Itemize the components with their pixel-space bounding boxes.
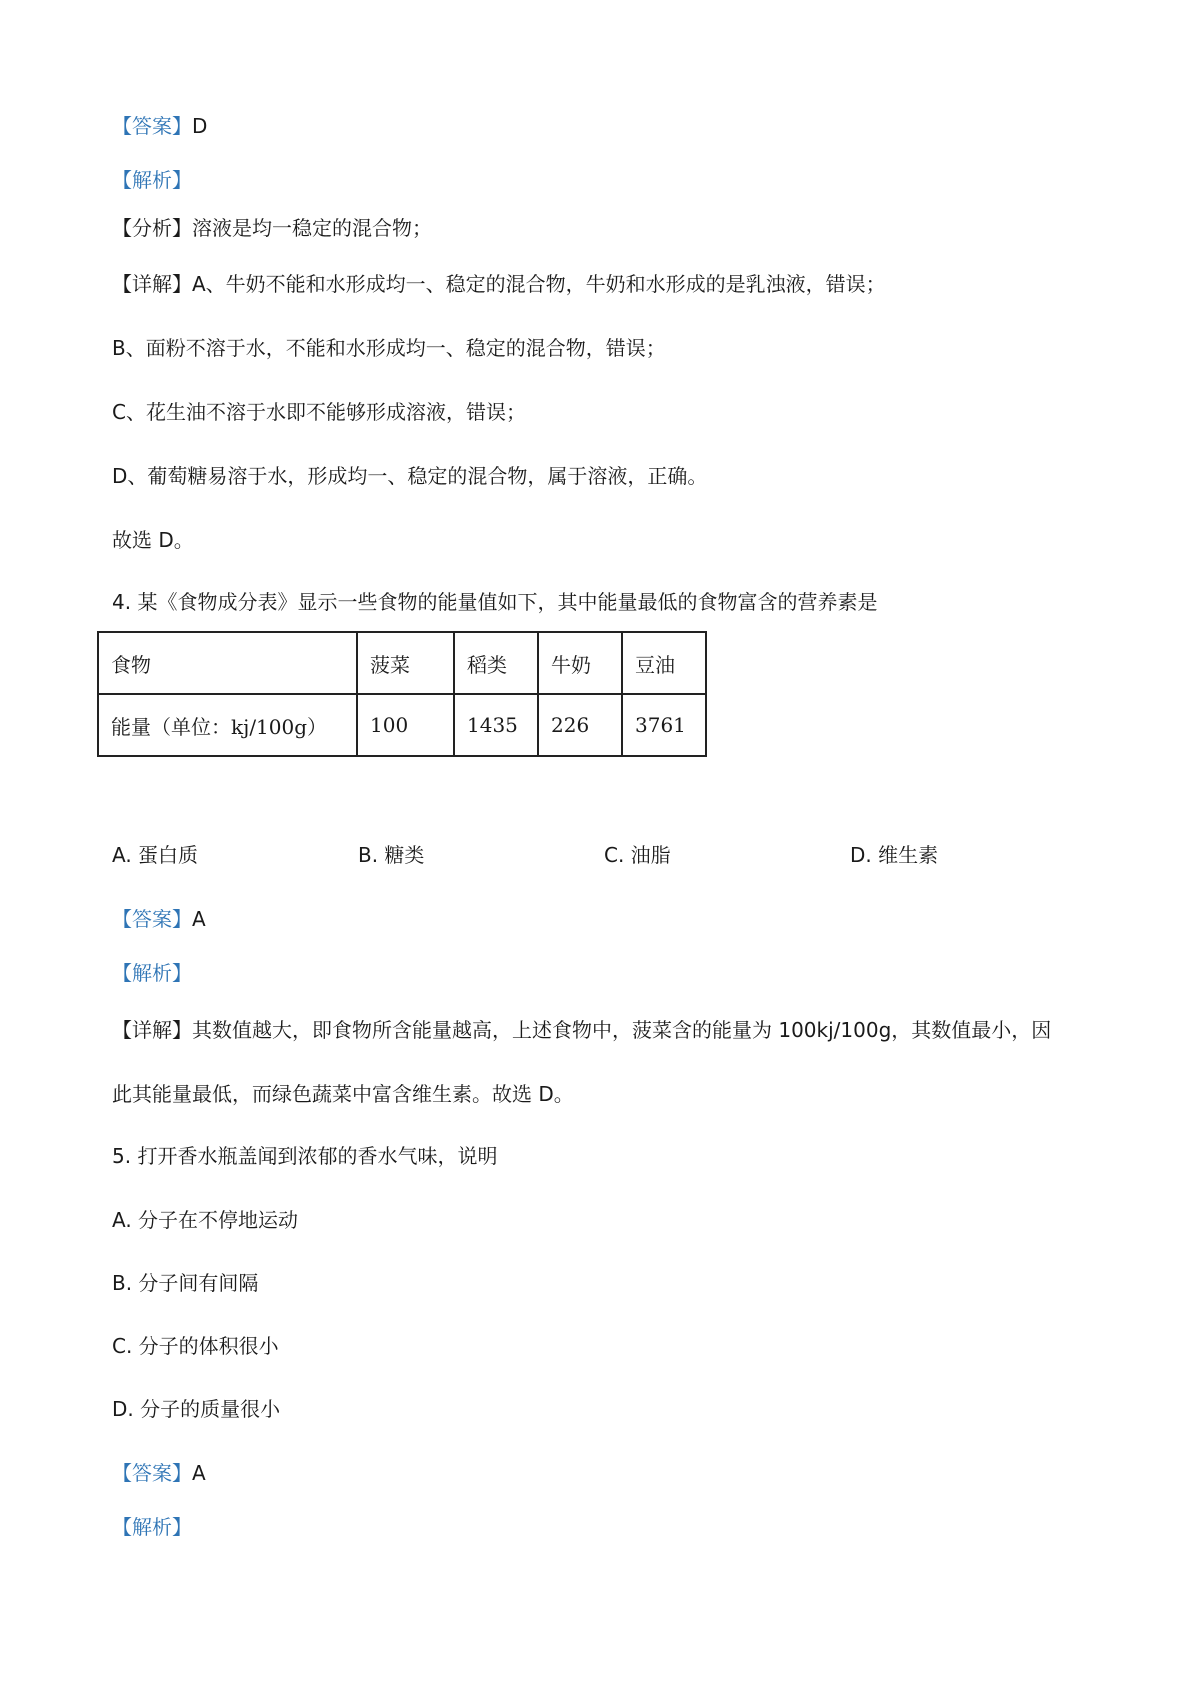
- q5-option-b: B. 分子间有间隔: [112, 1271, 259, 1295]
- q3-answer: [112, 111, 207, 141]
- xiangjie-tag: 【详解】: [112, 272, 192, 296]
- table-cell: 3761: [622, 694, 706, 756]
- table-row: [98, 632, 706, 694]
- q3-fenxi: [112, 213, 432, 243]
- fenxi-text: 溶液是均一稳定的混合物；: [192, 216, 432, 240]
- xiangjie-text: 其数值越大，即食物所含能量越高，上述食物中，菠菜含的能量为 100kj/100g，其数值最小，因: [192, 1018, 1052, 1042]
- table-cell: 226: [538, 694, 622, 756]
- answer-text: A: [192, 1461, 206, 1485]
- answer-tag: 【答案】: [112, 114, 192, 138]
- q4-option-d: D. 维生素: [850, 843, 939, 867]
- q4-answer: [112, 904, 206, 934]
- q4-analysis-tag: 【解析】: [112, 961, 192, 985]
- xiangjie-text: A、牛奶不能和水形成均一、稳定的混合物，牛奶和水形成的是乳浊液，错误；: [192, 272, 886, 296]
- q5-question: 5. 打开香水瓶盖闻到浓郁的香水气味，说明: [112, 1144, 498, 1168]
- q4-xiangjie-continued: 此其能量最低，而绿色蔬菜中富含维生素。故选 D。: [112, 1082, 574, 1106]
- q5-option-a: A. 分子在不停地运动: [112, 1208, 299, 1232]
- q3-option-c-explain: C、花生油不溶于水即不能够形成溶液，错误；: [112, 400, 526, 424]
- answer-text: A: [192, 907, 206, 931]
- q5-option-c: C. 分子的体积很小: [112, 1334, 279, 1358]
- table-cell: 豆油: [622, 632, 706, 694]
- q3-analysis-tag: 【解析】: [112, 168, 192, 192]
- q3-option-b-explain: B、面粉不溶于水，不能和水形成均一、稳定的混合物，错误；: [112, 336, 666, 360]
- q3-choose: 故选 D。: [112, 528, 194, 552]
- table-cell: 1435: [454, 694, 538, 756]
- q5-answer: [112, 1458, 206, 1488]
- xiangjie-tag: 【详解】: [112, 1018, 192, 1042]
- table-row: [98, 694, 706, 756]
- table-cell: 100: [357, 694, 454, 756]
- q3-xiangjie: [112, 269, 886, 299]
- q4-xiangjie: [112, 1015, 1051, 1045]
- answer-tag: 【答案】: [112, 1461, 192, 1485]
- fenxi-tag: 【分析】: [112, 216, 192, 240]
- table-cell: 牛奶: [538, 632, 622, 694]
- q4-option-c: C. 油脂: [604, 843, 671, 867]
- table-cell: 食物: [98, 632, 357, 694]
- answer-tag: 【答案】: [112, 907, 192, 931]
- q4-option-b: B. 糖类: [358, 843, 425, 867]
- q5-option-d: D. 分子的质量很小: [112, 1397, 281, 1421]
- q4-option-a: A. 蛋白质: [112, 843, 199, 867]
- food-energy-table: [97, 631, 707, 757]
- q4-question: 4. 某《食物成分表》显示一些食物的能量值如下，其中能量最低的食物富含的营养素是: [112, 590, 878, 614]
- table-cell: 稻类: [454, 632, 538, 694]
- q5-analysis-tag: 【解析】: [112, 1515, 192, 1539]
- q3-option-d-explain: D、葡萄糖易溶于水，形成均一、稳定的混合物，属于溶液，正确。: [112, 464, 708, 488]
- table-cell: 能量（单位：kj/100g）: [98, 694, 357, 756]
- table-cell: 菠菜: [357, 632, 454, 694]
- answer-text: D: [192, 114, 208, 138]
